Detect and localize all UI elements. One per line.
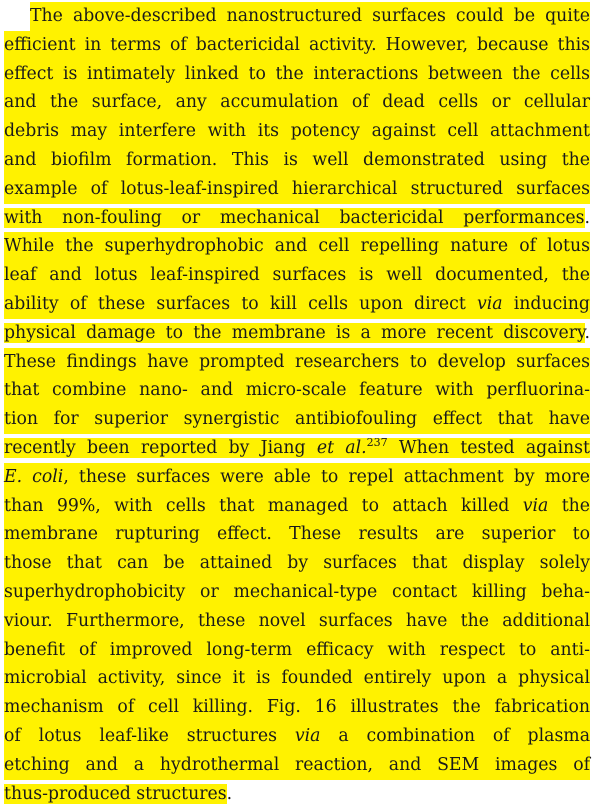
highlighted-paragraph bbox=[4, 2, 590, 808]
highlighted-text: example of lotus-leaf-inspired hierarchical structured surfaces bbox=[4, 175, 590, 204]
highlighted-text: leaf and lotus leaf-inspired surfaces is well documented, the bbox=[4, 261, 590, 290]
italic-term: via bbox=[522, 495, 549, 516]
sentence-period: . bbox=[226, 783, 233, 804]
text-line-1 bbox=[4, 2, 590, 31]
highlighted-text bbox=[4, 290, 590, 319]
highlighted-text: When tested against bbox=[387, 437, 590, 458]
text-line-2 bbox=[4, 31, 590, 60]
highlighted-text bbox=[4, 435, 388, 458]
text-segment: inducing bbox=[502, 293, 590, 314]
highlighted-text: While the superhydrophobic and cell repelling nature of lotus bbox=[4, 232, 590, 261]
sentence-period: . bbox=[584, 322, 590, 343]
highlighted-text bbox=[4, 463, 590, 492]
highlighted-text: microbial activity, since it is founded entirely upon a physical bbox=[4, 664, 590, 693]
text-line-4 bbox=[4, 88, 590, 117]
text-line-25 bbox=[4, 693, 590, 722]
document-page bbox=[4, 2, 590, 808]
text-line-27 bbox=[4, 751, 590, 780]
text-segment: , these surfaces were able to repel attachment by more bbox=[63, 466, 590, 487]
text-line-17 bbox=[4, 463, 590, 492]
text-segment: of lotus leaf-like structures bbox=[4, 725, 295, 746]
highlighted-text: and the surface, any accumulation of dead cells or cellular bbox=[4, 88, 590, 117]
italic-term: E. coli bbox=[4, 466, 64, 487]
text-line-28 bbox=[4, 780, 590, 808]
highlighted-text: that combine nano- and micro-scale feature with perfluorina- bbox=[4, 376, 590, 405]
text-line-8 bbox=[4, 204, 590, 233]
text-segment: ability of these surfaces to kill cells upon direct bbox=[4, 293, 477, 314]
italic-term: via bbox=[476, 293, 503, 314]
text-line-7 bbox=[4, 175, 590, 204]
highlighted-text: viour. Furthermore, these novel surfaces have the additional bbox=[4, 607, 590, 636]
text-line-21 bbox=[4, 578, 590, 607]
text-segment: the bbox=[548, 495, 590, 516]
text-line-24 bbox=[4, 664, 590, 693]
highlighted-text: membrane rupturing effect. These results are superior to bbox=[4, 520, 590, 549]
text-line-14 bbox=[4, 376, 590, 405]
highlighted-text: benefit of improved long-term efficacy with respect to anti- bbox=[4, 636, 590, 665]
text-line-12 bbox=[4, 319, 590, 348]
highlighted-text: mechanism of cell killing. Fig. 16 illustrates the fabrication bbox=[4, 693, 590, 722]
text-line-13 bbox=[4, 348, 590, 377]
text-line-5 bbox=[4, 117, 590, 146]
citation-number: 237 bbox=[366, 435, 388, 449]
text-line-19 bbox=[4, 520, 590, 549]
text-line-10 bbox=[4, 261, 590, 290]
text-segment: than 99%, with cells that managed to attach killed bbox=[4, 495, 523, 516]
highlighted-text: with non-fouling or mechanical bactericidal performances bbox=[4, 207, 585, 228]
highlighted-text: physical damage to the membrane is a more recent discovery bbox=[4, 322, 585, 343]
highlighted-text: These findings have prompted researchers to develop surfaces bbox=[4, 348, 590, 377]
text-segment: a combination of plasma bbox=[320, 725, 591, 746]
italic-term: et al. bbox=[316, 437, 367, 458]
text-line-16 bbox=[4, 434, 590, 463]
text-line-3 bbox=[4, 60, 590, 89]
highlighted-text: The above-described nanostructured surfaces could be quite bbox=[30, 2, 590, 31]
text-line-26 bbox=[4, 722, 590, 751]
text-line-23 bbox=[4, 636, 590, 665]
text-line-15 bbox=[4, 405, 590, 434]
italic-term: via bbox=[294, 725, 321, 746]
highlighted-text: those that can be attained by surfaces that display solely bbox=[4, 549, 590, 578]
highlighted-text: debris may interfere with its potency against cell attachment bbox=[4, 117, 590, 146]
highlighted-text: superhydrophobicity or mechanical-type contact killing beha- bbox=[4, 578, 590, 607]
highlighted-text: effect is intimately linked to the interactions between the cells bbox=[4, 60, 590, 89]
highlighted-text bbox=[4, 722, 590, 751]
text-line-11 bbox=[4, 290, 590, 319]
highlighted-text: efficient in terms of bactericidal activity. However, because this bbox=[4, 31, 590, 60]
text-line-20 bbox=[4, 549, 590, 578]
highlighted-text: and biofilm formation. This is well demonstrated using the bbox=[4, 146, 590, 175]
text-line-22 bbox=[4, 607, 590, 636]
highlighted-text: thus-produced structures bbox=[4, 783, 227, 804]
highlighted-text: tion for superior synergistic antibiofouling effect that have bbox=[4, 405, 590, 434]
text-line-9 bbox=[4, 232, 590, 261]
text-line-6 bbox=[4, 146, 590, 175]
sentence-period: . bbox=[584, 207, 590, 228]
highlighted-text: etching and a hydrothermal reaction, and SEM images of bbox=[4, 751, 590, 780]
text-segment: recently been reported by Jiang bbox=[4, 437, 317, 458]
text-line-18 bbox=[4, 492, 590, 521]
highlighted-text bbox=[4, 492, 590, 521]
